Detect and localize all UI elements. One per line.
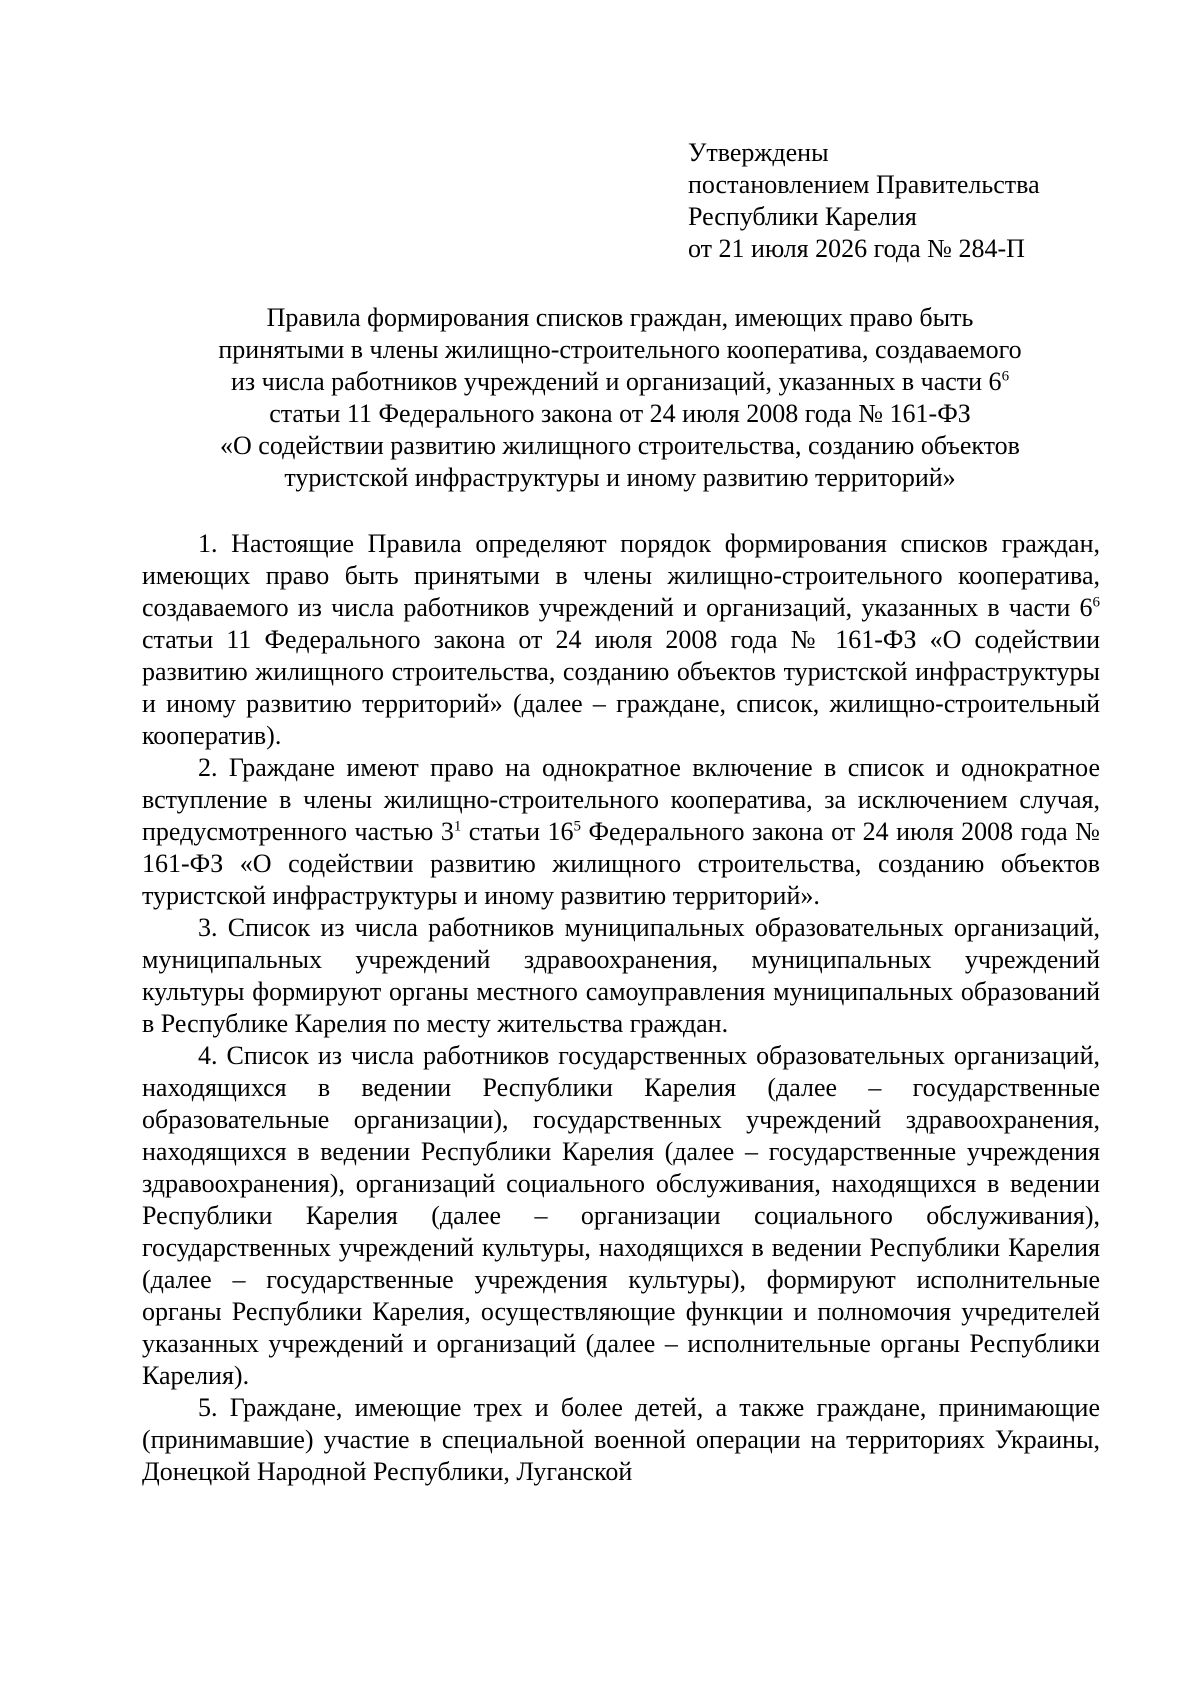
title-line: Правила формирования списков граждан, имеющих право быть [266, 303, 974, 332]
approval-line: постановлением Правительства [688, 170, 1040, 199]
paragraph-4: 4. Список из числа работников государственных образовательных организаций, находящихся в ведении Республики Карелия (далее – государственные образовательные организации), государственных учреждений здравоохранения, находящихся в ведении Республики Карелия (далее – государственные учреждения здравоохранения), организаций социального обслуживания, находящихся в ведении Республики Карелия (далее – организации социального обслуживания), государственных учреждений культуры, находящихся в ведении Республики Карелия (далее – государственные учреждения культуры), формируют исполнительные органы Республики Карелия, осуществляющие функции и полномочия учредителей указанных учреждений и организаций (далее – исполнительные органы Республики Карелия). [142, 1041, 1100, 1390]
superscript: 1 [453, 818, 462, 835]
title-line: принятыми в члены жилищно-строительного кооператива, создаваемого [218, 335, 1022, 364]
title-text: из числа работников учреждений и организаций, указанных в части 6 [230, 367, 1002, 396]
approval-line: Утверждены [688, 138, 829, 167]
paragraph-text: статьи 16 [461, 817, 574, 846]
title-line: статьи 11 Федерального закона от 24 июля 2008 года № 161-ФЗ [269, 399, 971, 428]
paragraph-text: 2. Граждане имеют право на однократное включение в список и однократное вступление в члены жилищно-строительного кооператива, за исключением случая, предусмотренного частью 3 [142, 753, 1100, 846]
document-body [142, 528, 1100, 1488]
paragraph-text: 1. Настоящие Правила определяют порядок формирования списков граждан, имеющих право быть принятыми в члены жилищно-строительного кооператива, создаваемого из числа работников учреждений и организаций, указанных в части 6 [142, 529, 1100, 622]
superscript: 6 [1001, 368, 1010, 385]
title-line: туристской инфраструктуры и иному развитию территорий» [284, 463, 956, 492]
paragraph-2 [142, 752, 1100, 912]
title-line: «О содействии развитию жилищного строительства, созданию объектов [220, 431, 1020, 460]
approval-line: от 21 июля 2026 года № 284-П [688, 234, 1025, 263]
paragraph-text: Федерального закона от 24 июля 2008 года № 161-ФЗ «О содействии развитию жилищного строительства, созданию объектов туристской инфраструктуры и иному развитию территорий». [142, 817, 1100, 910]
document-title [150, 302, 1090, 494]
paragraph-5: 5. Граждане, имеющие трех и более детей, а также граждане, принимающие (принимавшие) участие в специальной военной операции на территориях Украины, Донецкой Народной Республики, Луганской [142, 1393, 1100, 1486]
paragraph-1 [142, 528, 1100, 752]
paragraph-3: 3. Список из числа работников муниципальных образовательных организаций, муниципальных учреждений здравоохранения, муниципальных учреждений культуры формируют органы местного самоуправления муниципальных образований в Республике Карелия по месту жительства граждан. [142, 913, 1100, 1038]
paragraph-text: статьи 11 Федерального закона от 24 июля 2008 года № 161-ФЗ «О содействии развитию жилищного строительства, созданию объектов туристской инфраструктуры и иному развитию территорий» (далее – граждане, список, жилищно-строительный кооператив). [142, 625, 1100, 750]
superscript: 5 [573, 818, 582, 835]
approval-line: Республики Карелия [688, 202, 917, 231]
title-line [150, 366, 1090, 398]
superscript: 6 [1092, 594, 1100, 611]
approval-block [688, 137, 1148, 265]
